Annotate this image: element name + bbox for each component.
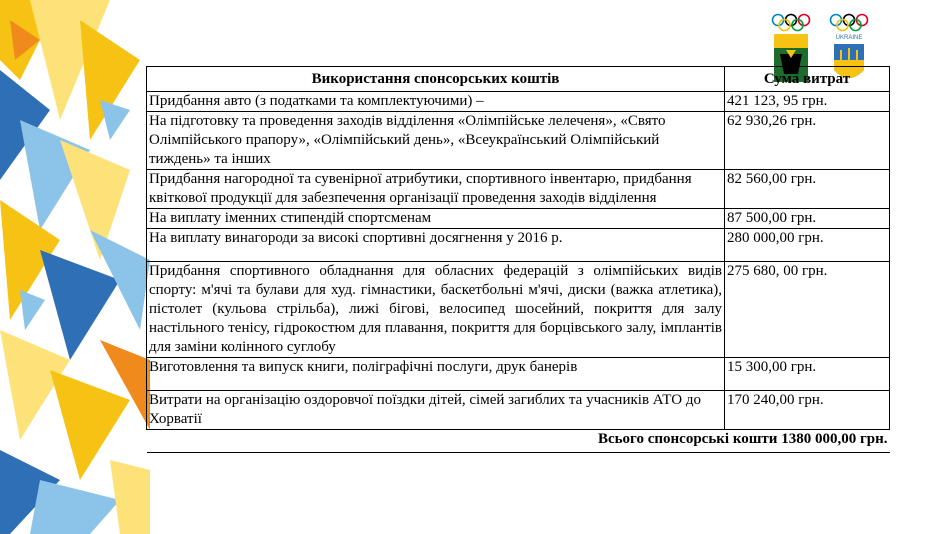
table-row: [147, 358, 890, 391]
row-description: Витрати на організацію оздоровчої поїздки дітей, сімей загиблих та учасників АТО до Хорватії: [147, 391, 725, 430]
row-description: Придбання спортивного обладнання для обласних федерацій з олімпійських видів спорту: м'ячі та булави для худ. гімнастики, баскетбольні м'ячі, диски (важка атлетика), пістолет (кульова стрільба), лижі бігові, велосипед шосейний, покриття для залу настільного тенісу, гідрокостюм для плавання, покриття для борцівського залу, імплантів для заміни колінного суглобу: [147, 262, 725, 358]
ukraine-label: UKRAINE: [835, 35, 863, 41]
row-amount: 15 300,00 грн.: [725, 358, 890, 391]
row-description: Придбання нагородної та сувенірної атрибутики, спортивного інвентарю, придбання квіткової продукції для забезпечення організації проведення заходів відділення: [147, 170, 725, 209]
table-row: [147, 229, 890, 262]
decorative-pattern: [0, 0, 150, 534]
header-usage: Використання спонсорських коштів: [147, 67, 725, 92]
table-row: [147, 170, 890, 209]
row-amount: 62 930,26 грн.: [725, 112, 890, 170]
row-amount: 280 000,00 грн.: [725, 229, 890, 262]
row-amount: 87 500,00 грн.: [725, 209, 890, 229]
row-description: Виготовлення та випуск книги, поліграфічні послуги, друк банерів: [147, 358, 725, 391]
table-total-row: [147, 430, 890, 453]
table-row: [147, 92, 890, 112]
table-header-row: [147, 67, 890, 92]
sponsorship-table: [146, 66, 890, 453]
olympic-rings-icon: [773, 15, 810, 31]
table-row: [147, 112, 890, 170]
row-description: Придбання авто (з податками та комплектуючими) –: [147, 92, 725, 112]
row-amount: 82 560,00 грн.: [725, 170, 890, 209]
row-amount: 275 680, 00 грн.: [725, 262, 890, 358]
ukraine-olympic-rings-icon: [831, 15, 868, 31]
row-description: На виплату винагороди за високі спортивні досягнення у 2016 р.: [147, 229, 725, 262]
row-description: На виплату іменних стипендій спортсменам: [147, 209, 725, 229]
row-description: На підготовку та проведення заходів відділення «Олімпійське лелеченя», «Свято Олімпійського прапору», «Олімпійський день», «Всеукраїнський Олімпійський тиждень» та інших: [147, 112, 725, 170]
header-amount: Сума витрат: [725, 67, 890, 92]
total-sponsorship: Всього спонсорські кошти 1380 000,00 грн.: [147, 430, 890, 453]
row-amount: 170 240,00 грн.: [725, 391, 890, 430]
row-amount: 421 123, 95 грн.: [725, 92, 890, 112]
table-row: [147, 262, 890, 358]
table-row: [147, 391, 890, 430]
geometric-pattern-graphic: [0, 0, 150, 534]
table-row: [147, 209, 890, 229]
